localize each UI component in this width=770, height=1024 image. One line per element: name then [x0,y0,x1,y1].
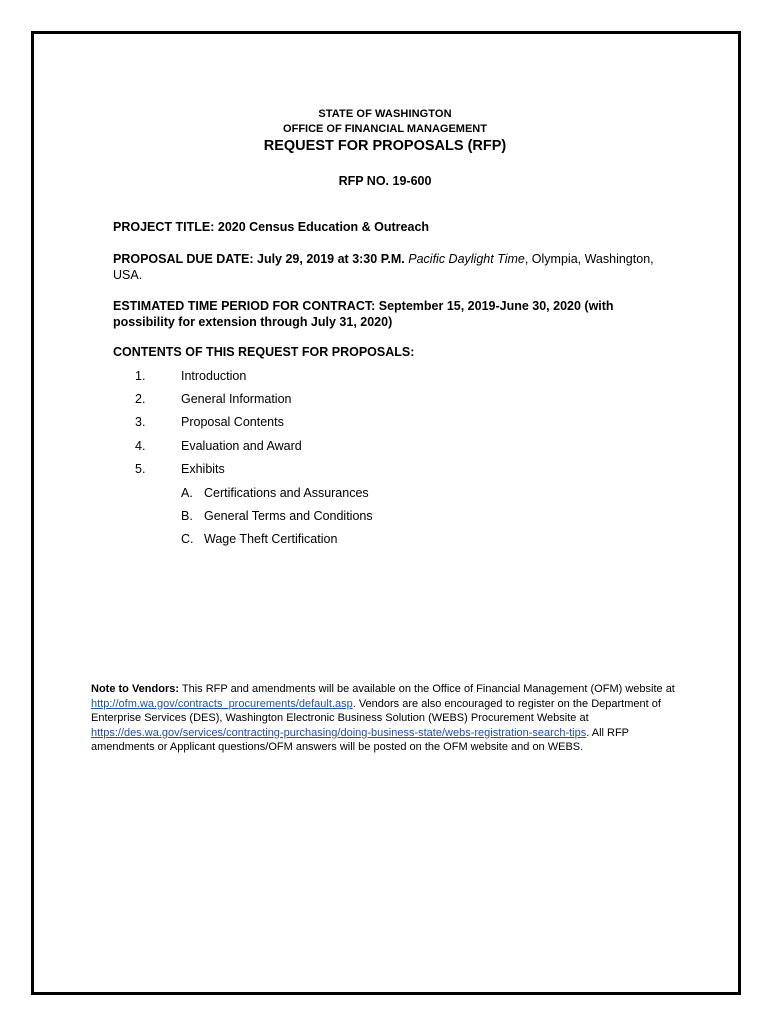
toc-item-proposal-contents: Proposal Contents [181,415,284,429]
toc-item-general-information: General Information [181,392,292,406]
toc-item-exhibits: Exhibits [181,462,225,476]
note-label: Note to Vendors: [91,683,180,695]
exhibit-letter: C. [181,532,194,546]
webs-registration-link[interactable]: https://des.wa.gov/services/contracting-purchasing/doing-business-state/webs-registration-search-tips [91,726,587,739]
state-heading: STATE OF WASHINGTON [318,108,452,120]
due-date-label: PROPOSAL DUE DATE: July 29, 2019 at 3:30 P.M. [113,252,405,266]
contents-heading: CONTENTS OF THIS REQUEST FOR PROPOSALS: [113,345,415,359]
toc-number: 4. [135,439,146,453]
due-date-place: , Olympia, Washington, USA. [113,252,654,282]
note-text-3: . All RFP amendments or Applicant questions/OFM answers will be posted on the OFM website and on WEBS. [91,726,629,753]
rfp-title: REQUEST FOR PROPOSALS (RFP) [263,138,507,154]
contract-period: ESTIMATED TIME PERIOD FOR CONTRACT: September 15, 2019-June 30, 2020 (with possibility for extension through July 31, 2020) [113,299,614,329]
note-text-1: This RFP and amendments will be available on the Office of Financial Management (OFM) website at [179,683,675,695]
exhibit-letter: A. [181,486,193,500]
rfp-number: RFP NO. 19-600 [338,174,432,188]
proposal-due-date [113,251,673,283]
exhibit-letter: B. [181,509,193,523]
toc-number: 5. [135,462,146,476]
ofm-website-link[interactable]: http://ofm.wa.gov/contracts_procurements/default.asp [91,697,353,710]
note-text-2: . Vendors are also encouraged to register on the Department of Enterprise Services (DES), Washington Electronic Business Solution (WEBS) Procurement Website at [91,697,661,724]
exhibit-general-terms: General Terms and Conditions [204,509,373,523]
due-date-timezone: Pacific Daylight Time [408,252,525,266]
note-to-vendors [91,682,691,755]
toc-number: 1. [135,369,146,383]
exhibit-certifications: Certifications and Assurances [204,486,369,500]
toc-item-introduction: Introduction [181,369,247,383]
toc-number: 3. [135,415,146,429]
exhibit-wage-theft: Wage Theft Certification [204,532,338,546]
toc-number: 2. [135,392,146,406]
toc-item-evaluation-award: Evaluation and Award [181,439,302,453]
office-heading: OFFICE OF FINANCIAL MANAGEMENT [283,123,487,135]
project-title: PROJECT TITLE: 2020 Census Education & Outreach [113,220,430,234]
